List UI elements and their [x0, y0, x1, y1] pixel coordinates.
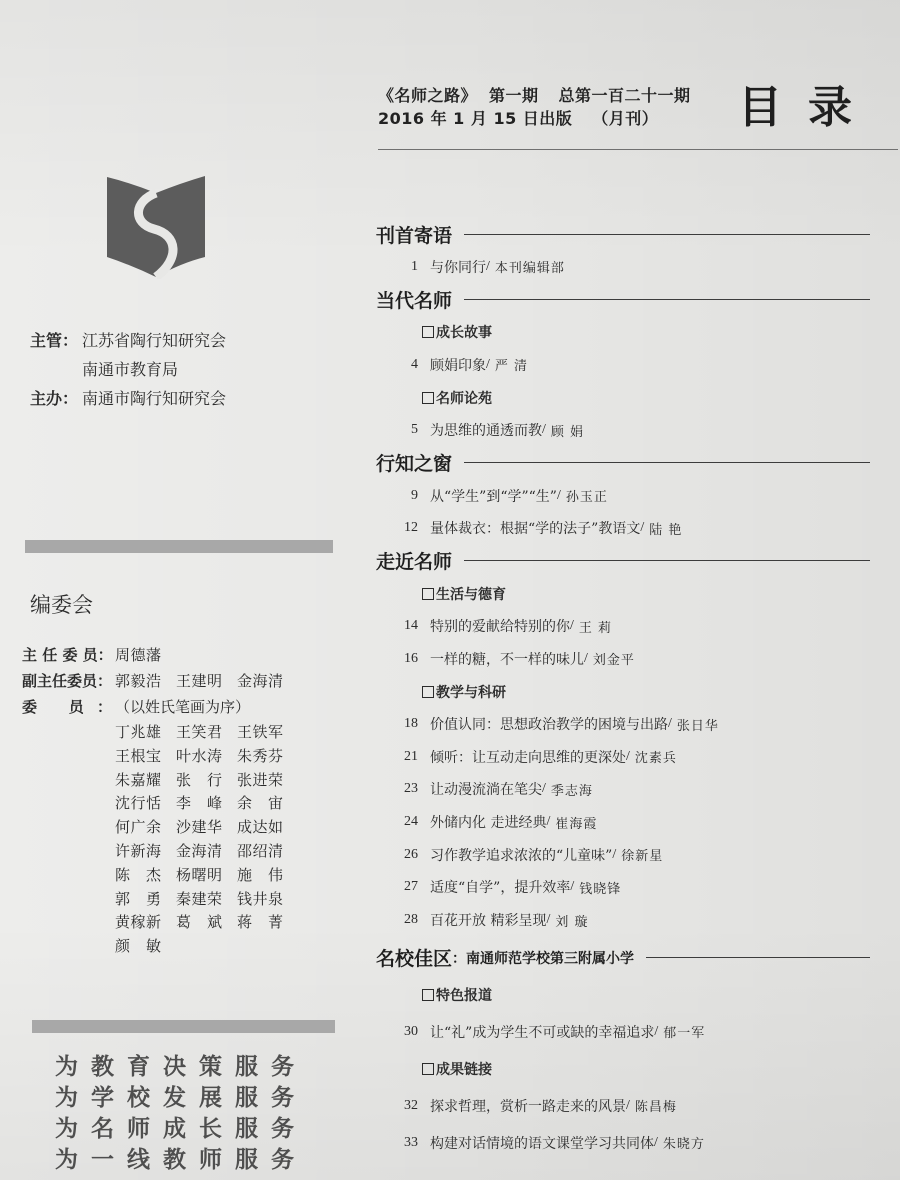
toc-entry — [376, 251, 870, 284]
column-label: 生活与德育 — [436, 586, 506, 603]
article-title: 构建对话情境的语文课堂学习共同体 — [430, 1135, 654, 1152]
page-number: 18 — [404, 716, 418, 732]
article-author: 本刊编辑部 — [494, 261, 565, 277]
toc-entry — [376, 610, 870, 643]
toc-entry — [376, 512, 870, 545]
member-name: 黄稼新 — [115, 913, 161, 932]
members-label: 委 员： — [22, 697, 112, 716]
member-name: 蒋 菁 — [237, 913, 283, 932]
toc-section — [376, 218, 870, 283]
toc-entry — [376, 1013, 870, 1050]
page-number: 24 — [404, 814, 418, 830]
article-title: 为思维的通透而教 — [430, 423, 542, 440]
organizer-label: 主办： — [30, 389, 79, 408]
deputy-name: 王建明 — [176, 671, 222, 690]
member-name: 沈行恬 — [115, 794, 161, 813]
section-title: 当代名师 — [376, 290, 453, 313]
issue-line — [378, 84, 691, 107]
article-title: 习作教学追求浓浓的“儿童味” — [430, 847, 613, 864]
member-row — [115, 816, 298, 840]
column-label: 成果链接 — [436, 1061, 492, 1078]
article-author: 王 莉 — [578, 620, 613, 636]
toc-entry — [376, 838, 870, 871]
article-author: 严 清 — [494, 359, 529, 375]
article-title: 让“礼”成为学生不可或缺的幸福追求 — [430, 1024, 655, 1041]
issue-info — [378, 84, 691, 130]
author-separator: / — [654, 1134, 658, 1150]
organizer-name: 南通市陶行知研究会 — [82, 389, 227, 408]
section-title: 名校佳区 — [376, 948, 453, 971]
page-number: 4 — [411, 356, 418, 372]
column-heading — [376, 577, 870, 610]
toc-entry — [376, 1124, 870, 1161]
member-row — [115, 864, 298, 888]
author-separator: / — [668, 716, 672, 732]
article-author: 刘 璇 — [555, 914, 589, 930]
member-name: 邵绍清 — [237, 841, 283, 860]
member-name: 朱秀芬 — [237, 746, 283, 765]
section-rule — [464, 462, 870, 463]
member-name: 葛 斌 — [176, 913, 222, 932]
page-number: 1 — [411, 258, 418, 274]
author-separator: / — [654, 1023, 659, 1039]
article-author: 陆 艳 — [649, 522, 683, 538]
organizer-row — [30, 384, 226, 413]
square-box-icon — [422, 588, 434, 600]
toc-entry — [376, 871, 870, 904]
column-heading — [376, 976, 870, 1013]
column-label: 教学与科研 — [436, 684, 506, 701]
member-row — [115, 721, 298, 745]
author-separator: / — [542, 422, 546, 438]
section-title: 刊首寄语 — [376, 224, 453, 247]
author-separator: / — [570, 879, 575, 895]
toc-section — [376, 545, 870, 937]
member-name: 成达如 — [237, 818, 283, 837]
member-name: 王铁军 — [237, 723, 283, 741]
toc-entry — [376, 414, 870, 447]
column-label: 成长故事 — [436, 325, 492, 342]
member-name: 何广余 — [115, 818, 161, 837]
member-name: 李 峰 — [176, 794, 222, 813]
column-label: 名师论苑 — [436, 390, 492, 407]
member-name: 王根宝 — [115, 746, 161, 765]
page-title: 目录 — [738, 82, 878, 133]
author-separator: / — [486, 356, 490, 372]
slogan: 为名师成长服务 — [55, 1116, 307, 1142]
column-heading — [376, 675, 870, 708]
toc-entry — [376, 773, 870, 806]
member-name: 郭 勇 — [115, 889, 161, 908]
member-name: 颜 敏 — [115, 937, 161, 956]
author-separator: / — [626, 1097, 630, 1113]
member-name: 钱井泉 — [237, 889, 283, 908]
author-separator: / — [640, 520, 645, 536]
member-name: 金海清 — [176, 841, 222, 860]
section-title: 行知之窗 — [376, 453, 453, 476]
article-title: 特别的爱献给特别的你 — [430, 619, 570, 636]
page-number: 12 — [404, 520, 418, 536]
member-row — [115, 792, 298, 816]
member-name: 张 行 — [176, 770, 222, 789]
section-rule — [464, 560, 870, 561]
divider-bar — [32, 1020, 335, 1033]
date-line — [378, 107, 691, 130]
magazine-name: 《名师之路》 — [378, 86, 478, 105]
article-title: 百花开放 精彩呈现 — [430, 913, 547, 930]
deputy-label: 副主任委员： — [22, 671, 113, 690]
square-box-icon — [422, 326, 434, 338]
members-row — [22, 693, 298, 719]
article-author: 朱晓方 — [662, 1137, 705, 1153]
column-heading — [376, 381, 870, 414]
member-name: 陈 杰 — [115, 865, 161, 884]
supervisor-name: 江苏省陶行知研究会 — [82, 331, 227, 350]
article-author: 钱晓锋 — [579, 881, 622, 897]
publish-date: 2016 年 1 月 15 日出版 — [378, 109, 573, 128]
director-row — [22, 641, 298, 667]
supervisor-row — [30, 355, 226, 384]
deputy-name: 金海清 — [237, 671, 283, 690]
editorial-board-title: 编委会 — [30, 593, 93, 617]
square-box-icon — [422, 989, 434, 1001]
sponsor-info — [30, 326, 226, 413]
page-number: 14 — [404, 618, 418, 634]
member-name: 杨曙明 — [176, 865, 222, 884]
toc-entry — [376, 643, 870, 676]
member-name: 张进荣 — [237, 770, 283, 789]
member-name: 施 伟 — [237, 865, 283, 884]
square-box-icon — [422, 1063, 434, 1075]
toc-section — [376, 447, 870, 545]
editorial-board-roles — [22, 641, 298, 719]
page-number: 9 — [411, 487, 418, 503]
member-row — [115, 745, 298, 769]
article-author: 崔海霞 — [555, 816, 598, 832]
member-row — [115, 935, 298, 959]
slogan-block — [55, 1052, 307, 1176]
total-issue-number: 总第一百二十一期 — [558, 86, 691, 105]
article-author: 陈昌梅 — [634, 1100, 677, 1116]
section-rule — [464, 234, 870, 235]
author-separator: / — [570, 618, 574, 634]
page-number: 26 — [404, 846, 418, 862]
issue-number: 第一期 — [489, 86, 539, 105]
section-subtitle: ：南通师范学校第三附属小学 — [452, 950, 635, 967]
member-name: 秦建荣 — [176, 889, 222, 908]
article-title: 一样的糖，不一样的味儿 — [430, 651, 584, 668]
member-name: 王笑君 — [176, 723, 222, 741]
member-name: 余 宙 — [237, 794, 283, 813]
author-separator: / — [556, 487, 561, 503]
author-separator: / — [546, 814, 551, 830]
section-header — [376, 939, 870, 976]
page-number: 30 — [404, 1023, 418, 1039]
page-number: 27 — [404, 879, 418, 895]
toc-entry — [376, 741, 870, 774]
page-number: 21 — [404, 748, 418, 764]
article-author: 沈素兵 — [634, 751, 677, 767]
page-number: 5 — [411, 422, 418, 438]
author-separator: / — [486, 258, 490, 274]
toc-entry — [376, 479, 870, 512]
column-heading — [376, 1050, 870, 1087]
director-label: 主 任 委 员： — [22, 645, 113, 664]
page-number: 23 — [404, 781, 418, 797]
square-box-icon — [422, 392, 434, 404]
member-row — [115, 888, 298, 912]
deputy-row — [22, 667, 298, 693]
member-row — [115, 840, 298, 864]
page-number: 33 — [404, 1134, 418, 1150]
page-number: 28 — [404, 912, 418, 928]
article-title: 探求哲理，赏析一路走来的风景 — [430, 1098, 626, 1115]
section-rule — [646, 957, 870, 958]
slogan: 为教育决策服务 — [55, 1054, 307, 1080]
member-list — [115, 721, 298, 959]
supervisor-label: 主管： — [30, 331, 79, 350]
section-header — [376, 545, 870, 578]
slogan: 为学校发展服务 — [55, 1085, 307, 1111]
square-box-icon — [422, 686, 434, 698]
slogan: 为一线教师服务 — [55, 1147, 307, 1173]
article-title: 量体裁衣：根据“学的法子”教语文 — [430, 521, 641, 538]
article-title: 适度“自学”，提升效率 — [430, 880, 571, 897]
members-note: （以姓氏笔画为序） — [115, 697, 251, 716]
header-rule — [378, 149, 898, 150]
toc-section — [376, 939, 870, 1161]
member-name: 丁兆雄 — [115, 723, 161, 741]
toc-section — [376, 283, 870, 446]
article-author: 张日华 — [676, 718, 719, 734]
column-heading — [376, 316, 870, 349]
article-author: 刘金平 — [592, 653, 635, 669]
toc-entry — [376, 904, 870, 937]
section-header — [376, 447, 870, 480]
section-header — [376, 283, 870, 316]
article-title: 让动漫流淌在笔尖 — [430, 782, 542, 799]
director-name: 周德藩 — [115, 645, 161, 664]
toc-entry — [376, 349, 870, 382]
article-title: 外储内化 走进经典 — [430, 815, 547, 832]
deputy-name: 郭毅浩 — [115, 671, 161, 690]
section-header — [376, 218, 870, 251]
article-title: 顾娟印象 — [430, 357, 486, 374]
article-author: 顾 娟 — [550, 424, 585, 440]
article-title: 与你同行 — [430, 259, 486, 276]
divider-bar — [25, 540, 333, 553]
book-logo-icon — [106, 175, 206, 279]
author-separator: / — [542, 781, 546, 797]
article-author: 孙玉正 — [565, 490, 608, 506]
article-author: 徐新星 — [621, 849, 664, 865]
author-separator: / — [546, 912, 551, 928]
table-of-contents — [376, 218, 870, 1161]
author-separator: / — [584, 650, 588, 666]
toc-entry — [376, 806, 870, 839]
member-row — [115, 911, 298, 935]
member-name: 叶水涛 — [176, 746, 222, 765]
page-number: 32 — [404, 1097, 418, 1113]
toc-entry — [376, 1087, 870, 1124]
section-title: 走近名师 — [376, 551, 453, 574]
article-author: 郁一军 — [663, 1026, 706, 1042]
article-title: 从“学生”到“学”“生” — [430, 488, 557, 505]
member-name: 沙建华 — [176, 818, 222, 837]
publish-frequency: （月刊） — [592, 109, 659, 128]
article-author: 季志海 — [550, 783, 593, 799]
supervisor-row — [30, 326, 226, 355]
section-rule — [464, 299, 870, 300]
member-name: 许新海 — [115, 841, 161, 860]
member-name: 朱嘉耀 — [115, 770, 161, 789]
member-row — [115, 769, 298, 793]
page-number: 16 — [404, 650, 418, 666]
column-label: 特色报道 — [436, 987, 492, 1004]
supervisor-name: 南通市教育局 — [82, 360, 179, 379]
toc-entry — [376, 708, 870, 741]
author-separator: / — [626, 748, 630, 764]
article-title: 倾听：让互动走向思维的更深处 — [430, 749, 626, 766]
article-title: 价值认同：思想政治教学的困境与出路 — [430, 717, 668, 734]
author-separator: / — [612, 846, 617, 862]
